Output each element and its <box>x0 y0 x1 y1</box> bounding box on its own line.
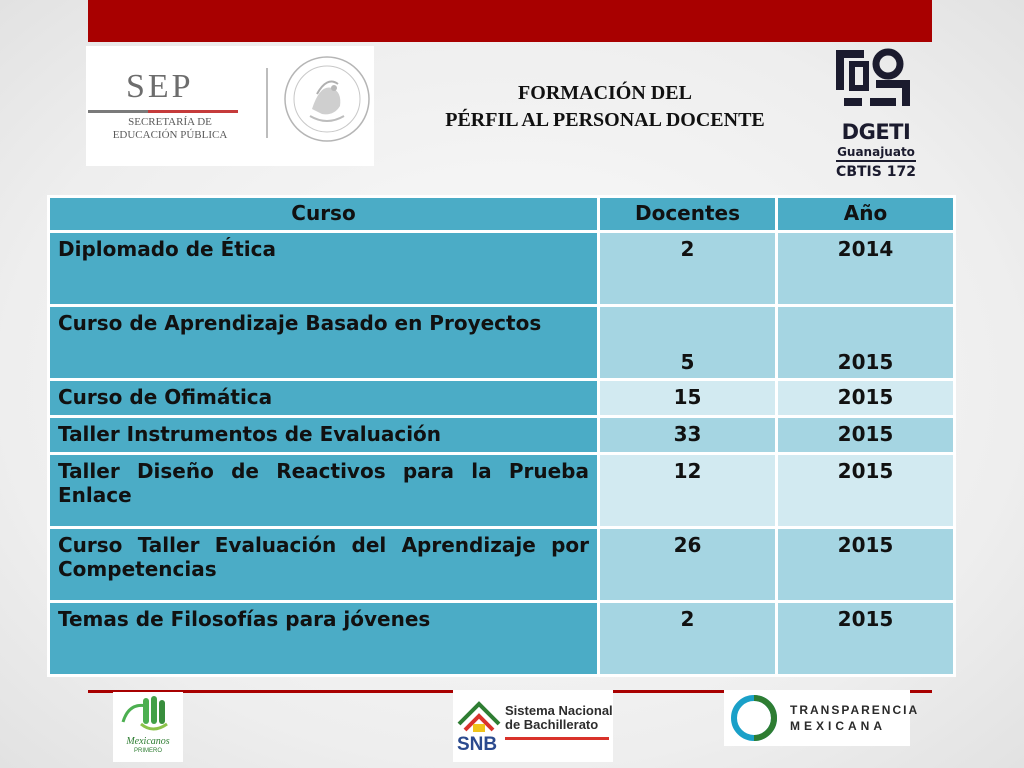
year-cell: 2015 <box>777 454 955 528</box>
sep-logo-panel <box>86 46 374 166</box>
table-row <box>49 417 955 454</box>
mexicanos-text: Mexicanos <box>126 736 170 747</box>
title-line-2: PÉRFIL AL PERSONAL DOCENTE <box>445 109 765 131</box>
table-row <box>49 232 955 306</box>
header-course: Curso <box>49 197 599 232</box>
sep-subtitle-line1: SECRETARÍA DE <box>128 116 212 128</box>
snb-title: Sistema Nacional de Bachillerato <box>505 703 613 732</box>
course-cell: Curso Taller Evaluación del Aprendizaje por Competencias <box>49 528 599 602</box>
page-title <box>380 80 830 134</box>
course-cell: Curso de Aprendizaje Basado en Proyectos <box>49 306 599 380</box>
course-cell: Taller Diseño de Reactivos para la Prueba Enlace <box>49 454 599 528</box>
transparencia-line1: TRANSPARENCIA <box>790 703 920 717</box>
sep-logo-subtitle <box>90 116 250 142</box>
mexican-seal-icon <box>282 54 372 144</box>
table-row <box>49 528 955 602</box>
sep-logo-line <box>88 110 238 113</box>
transparencia-text <box>790 702 920 734</box>
title-line-1: FORMACIÓN DEL <box>518 82 692 104</box>
dgeti-school: CBTIS 172 <box>836 164 916 180</box>
teachers-cell: 15 <box>599 380 777 417</box>
snb-emblem-icon <box>455 694 505 738</box>
year-cell: 2015 <box>777 417 955 454</box>
year-cell: 2015 <box>777 306 955 380</box>
table-header-row <box>49 197 955 232</box>
course-cell: Diplomado de Ética <box>49 232 599 306</box>
table-row <box>49 306 955 380</box>
dgeti-logo <box>830 44 922 184</box>
logo-divider <box>266 68 268 138</box>
dgeti-state: Guanajuato <box>837 145 915 159</box>
teachers-cell: 2 <box>599 232 777 306</box>
table-row <box>49 602 955 676</box>
snb-abbr: SNB <box>457 734 498 755</box>
dgeti-rule <box>836 160 916 162</box>
header-year: Año <box>777 197 955 232</box>
table-row <box>49 380 955 417</box>
course-cell: Curso de Ofimática <box>49 380 599 417</box>
transparencia-ring-icon <box>726 690 786 746</box>
training-table <box>47 195 956 677</box>
dgeti-emblem-icon <box>830 44 922 120</box>
snb-logo <box>453 690 613 762</box>
transparencia-logo <box>724 690 920 746</box>
teachers-cell: 26 <box>599 528 777 602</box>
dgeti-name: DGETI <box>841 120 911 144</box>
transparencia-line2: MEXICANA <box>790 719 887 733</box>
teachers-cell: 12 <box>599 454 777 528</box>
header-teachers: Docentes <box>599 197 777 232</box>
year-cell: 2015 <box>777 528 955 602</box>
teachers-cell: 5 <box>599 306 777 380</box>
top-red-bar <box>88 0 932 42</box>
year-cell: 2015 <box>777 380 955 417</box>
teachers-cell: 2 <box>599 602 777 676</box>
sep-subtitle-line2: EDUCACIÓN PÚBLICA <box>112 129 228 141</box>
teachers-cell: 33 <box>599 417 777 454</box>
year-cell: 2014 <box>777 232 955 306</box>
mexicanos-sub: PRIMERO <box>133 748 162 754</box>
mexicanos-primero-logo <box>113 692 183 762</box>
table-row <box>49 454 955 528</box>
snb-stripe <box>505 737 609 740</box>
sep-logo-text: SEP <box>126 68 194 105</box>
year-cell: 2015 <box>777 602 955 676</box>
course-cell: Temas de Filosofías para jóvenes <box>49 602 599 676</box>
course-cell: Taller Instrumentos de Evaluación <box>49 417 599 454</box>
hand-icon <box>113 692 183 738</box>
